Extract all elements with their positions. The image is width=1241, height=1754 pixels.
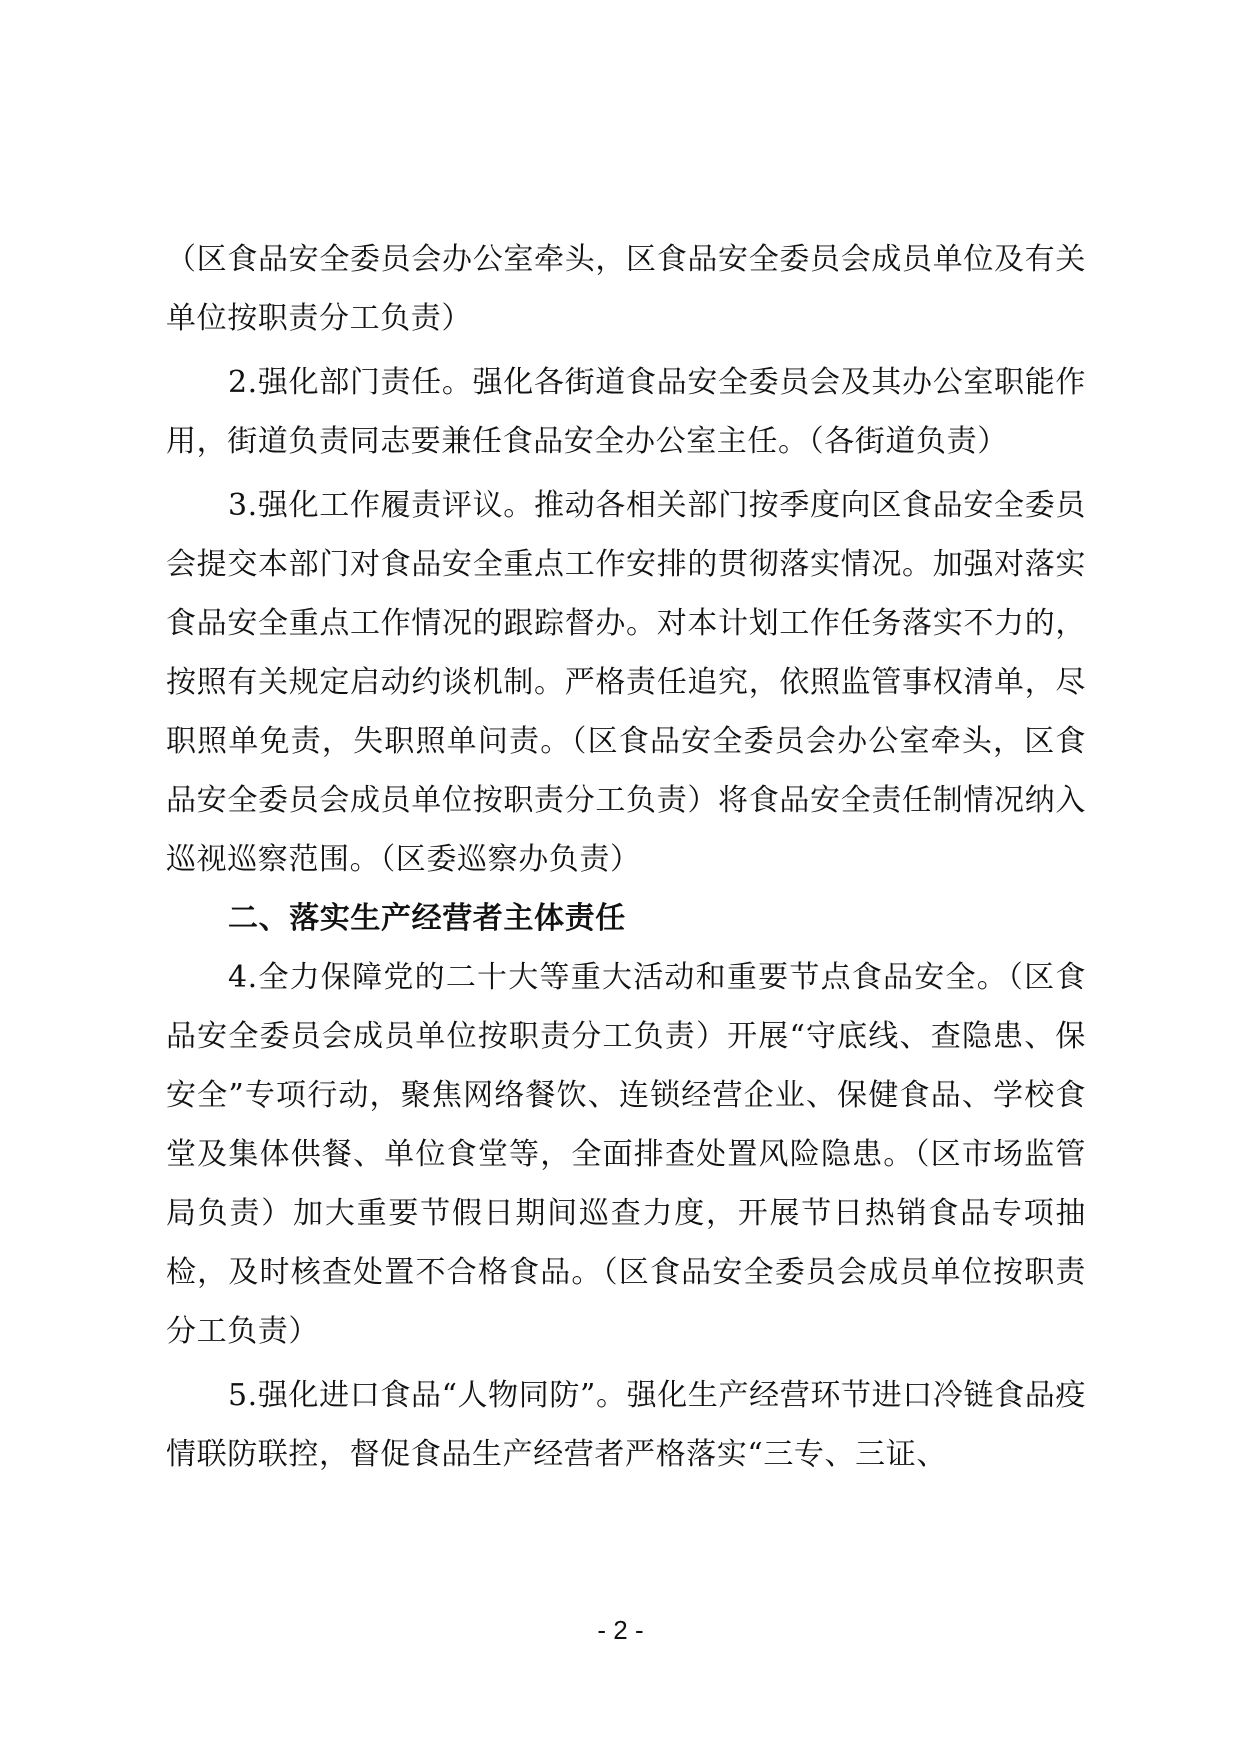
document-body	[166, 230, 1086, 1484]
paragraph-item-5: 5.强化进口食品“人物同防”。强化生产经营环节进口冷链食品疫情联防联控，督促食品生产经营者严格落实“三专、三证、	[166, 1378, 1086, 1472]
paragraph-item-2: 2.强化部门责任。强化各街道食品安全委员会及其办公室职能作用，街道负责同志要兼任食品安全办公室主任。（各街道负责）	[166, 365, 1086, 459]
section-heading-2: 二、落实生产经营者主体责任	[228, 901, 626, 936]
paragraph-intro: （区食品安全委员会办公室牵头，区食品安全委员会成员单位及有关单位按职责分工负责）	[166, 242, 1086, 336]
paragraph-item-3: 3.强化工作履责评议。推动各相关部门按季度向区食品安全委员会提交本部门对食品安全重点工作安排的贯彻落实情况。加强对落实食品安全重点工作情况的跟踪督办。对本计划工作任务落实不力的，按照有关规定启动约谈机制。严格责任追究，依照监管事权清单，尽职照单免责，失职照单问责。（区食品安全委员会办公室牵头，区食品安全委员会成员单位按职责分工负责）将食品安全责任制情况纳入巡视巡察范围。（区委巡察办负责）	[166, 488, 1086, 877]
paragraph-item-4: 4.全力保障党的二十大等重大活动和重要节点食品安全。（区食品安全委员会成员单位按职责分工负责）开展“守底线、查隐患、保安全”专项行动，聚焦网络餐饮、连锁经营企业、保健食品、学校食堂及集体供餐、单位食堂等，全面排查处置风险隐患。（区市场监管局负责）加大重要节假日期间巡查力度，开展节日热销食品专项抽检，及时核查处置不合格食品。（区食品安全委员会成员单位按职责分工负责）	[166, 960, 1086, 1349]
page-number: - 2 -	[597, 1615, 644, 1645]
